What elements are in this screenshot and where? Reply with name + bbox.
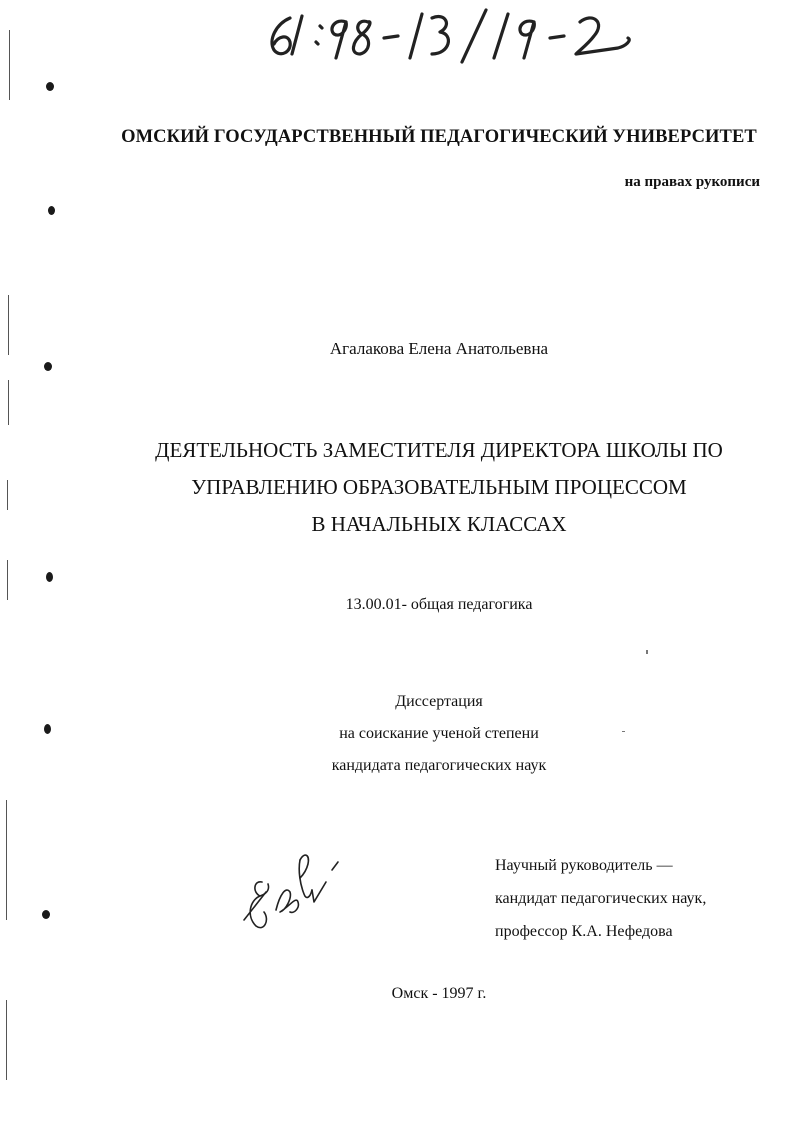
scan-edge-mark bbox=[9, 30, 10, 100]
scan-edge-mark bbox=[7, 560, 8, 600]
punch-hole-dot bbox=[42, 910, 50, 919]
scan-edge-mark bbox=[6, 800, 7, 920]
title-line: ДЕЯТЕЛЬНОСТЬ ЗАМЕСТИТЕЛЯ ДИРЕКТОРА ШКОЛЫ ПО bbox=[155, 438, 723, 462]
manuscript-note: на правах рукописи bbox=[624, 174, 760, 190]
punch-hole-dot bbox=[44, 362, 52, 371]
handwritten-archive-number bbox=[262, 0, 642, 70]
scan-speck bbox=[646, 650, 648, 654]
university-name: ОМСКИЙ ГОСУДАРСТВЕННЫЙ ПЕДАГОГИЧЕСКИЙ УНИВЕРСИТЕТ bbox=[121, 127, 757, 147]
author-name: Агалакова Елена Анатольевна bbox=[329, 339, 549, 358]
city-and-year: Омск - 1997 г. bbox=[391, 985, 487, 1002]
degree-line: Диссертация bbox=[395, 693, 483, 710]
title-line: В НАЧАЛЬНЫХ КЛАССАХ bbox=[311, 512, 567, 536]
handwritten-signature bbox=[240, 840, 350, 935]
supervisor-line: профессор К.А. Нефедова bbox=[495, 923, 673, 940]
punch-hole-dot bbox=[48, 206, 55, 215]
dissertation-title bbox=[0, 432, 798, 543]
scan-edge-mark bbox=[6, 1000, 7, 1080]
title-line: УПРАВЛЕНИЮ ОБРАЗОВАТЕЛЬНЫМ ПРОЦЕССОМ bbox=[191, 475, 687, 499]
degree-statement bbox=[0, 686, 798, 782]
specialty-code: 13.00.01- общая педагогика bbox=[345, 596, 533, 613]
supervisor-line: Научный руководитель — bbox=[495, 857, 673, 874]
supervisor-line: кандидат педагогических наук, bbox=[495, 890, 707, 907]
scan-edge-mark bbox=[8, 380, 9, 425]
scientific-supervisor bbox=[495, 849, 706, 948]
degree-line: на соискание ученой степени bbox=[339, 725, 539, 742]
punch-hole-dot bbox=[46, 572, 53, 582]
punch-hole-dot bbox=[46, 82, 54, 91]
degree-line: кандидата педагогических наук bbox=[331, 757, 547, 774]
